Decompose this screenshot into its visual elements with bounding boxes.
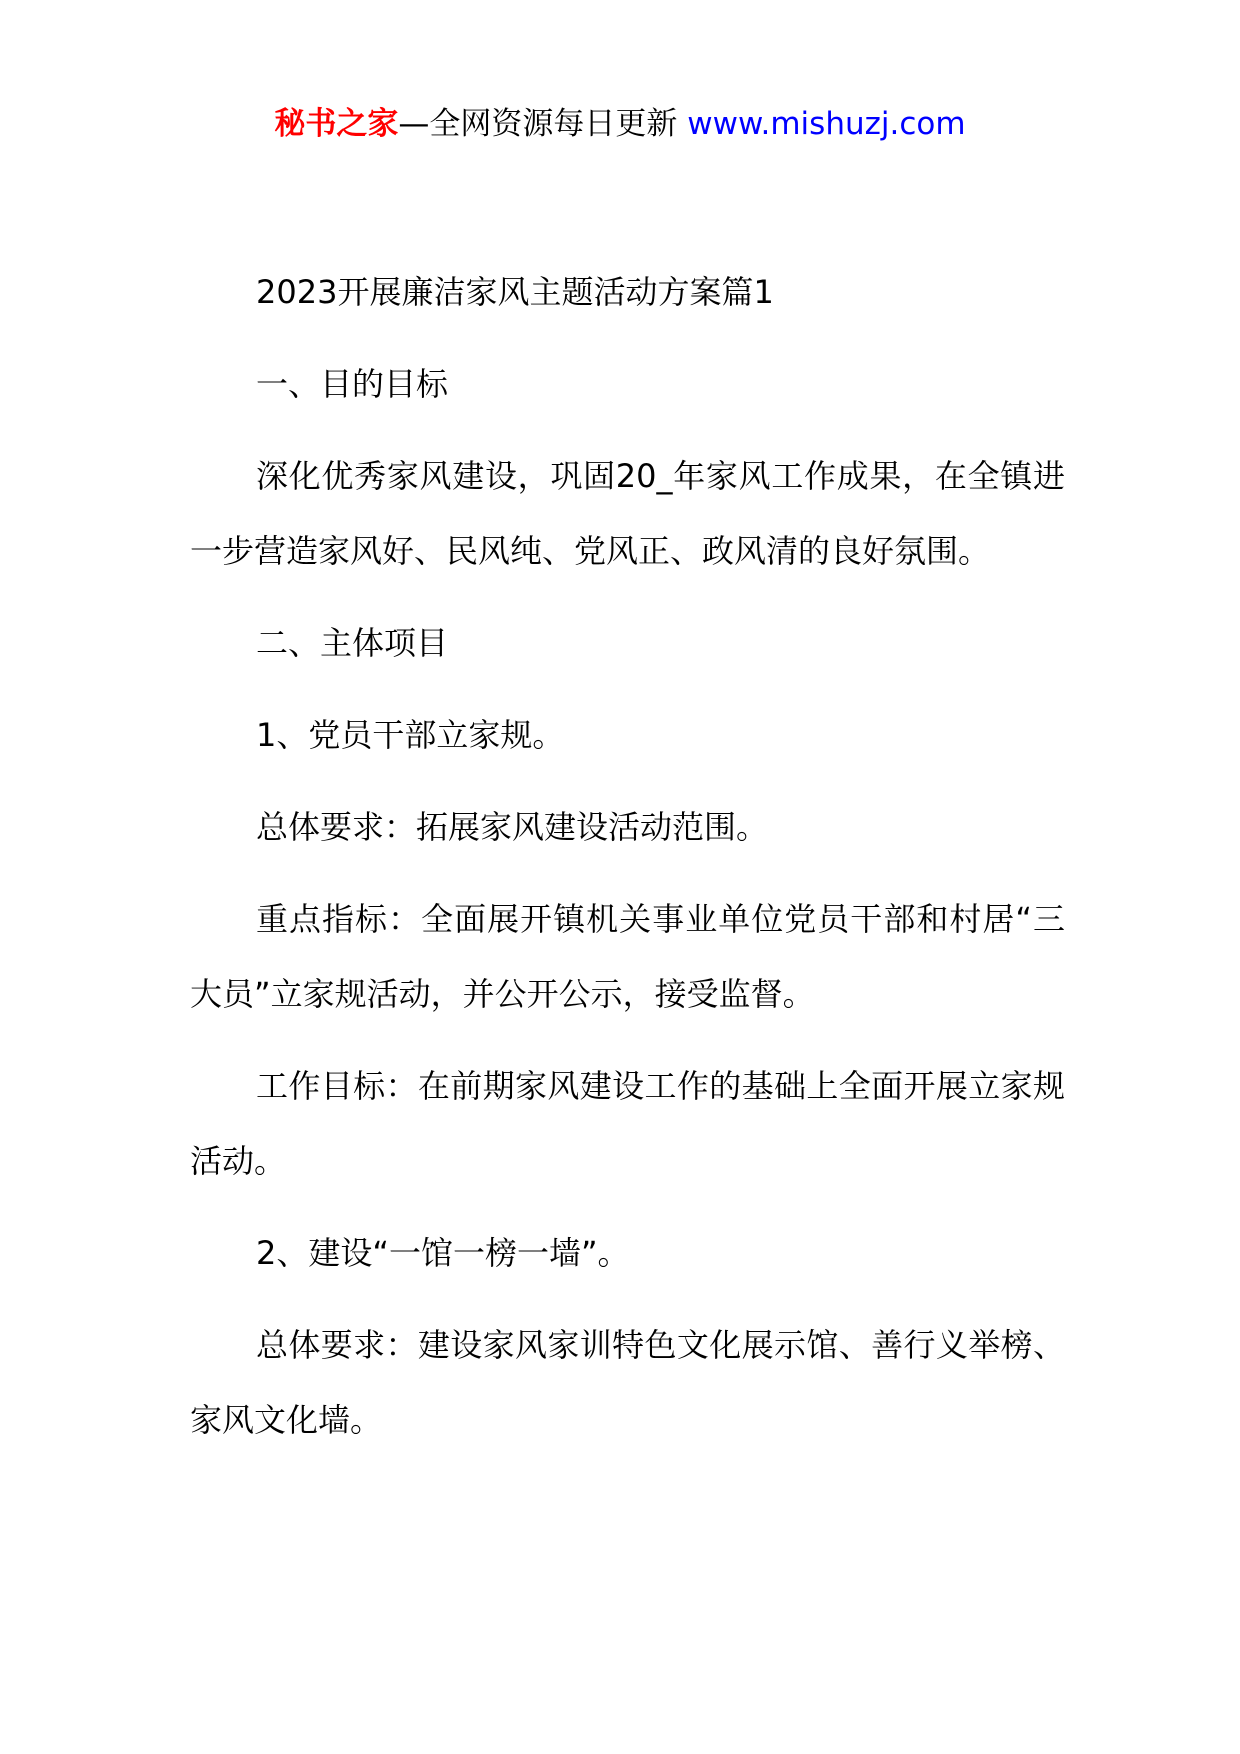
site-url-link[interactable]: www.mishuzj.com [687, 106, 966, 142]
paragraph-overall-requirement-2: 总体要求：建设家风家训特色文化展示馆、善行义举榜、家风文化墙。 [190, 1326, 1065, 1439]
paragraph-work-goal: 工作目标：在前期家风建设工作的基础上全面开展立家规活动。 [190, 1067, 1065, 1180]
paragraph-goals-text: 深化优秀家风建设，巩固20_年家风工作成果，在全镇进一步营造家风好、民风纯、党风正、政风清的良好氛围。 [190, 457, 1065, 570]
site-header [0, 100, 1240, 148]
header-tagline: —全网资源每日更新 [398, 106, 678, 142]
paragraph-key-indicators: 重点指标：全面展开镇机关事业单位党员干部和村居“三大员”立家规活动，并公开公示，接受监督。 [190, 900, 1065, 1013]
brand-name: 秘书之家 [274, 106, 399, 142]
section-heading-goals: 一、目的目标 [256, 365, 449, 403]
paragraph-overall-requirement-1: 总体要求：拓展家风建设活动范围。 [256, 808, 769, 846]
item-heading-family-rules: 1、党员干部立家规。 [256, 716, 565, 754]
item-heading-hall-board-wall: 2、建设“一馆一榜一墙”。 [256, 1234, 630, 1272]
section-heading-projects: 二、主体项目 [256, 624, 449, 662]
document-title: 2023开展廉洁家风主题活动方案篇1 [256, 273, 774, 311]
document-body [190, 255, 1065, 1475]
